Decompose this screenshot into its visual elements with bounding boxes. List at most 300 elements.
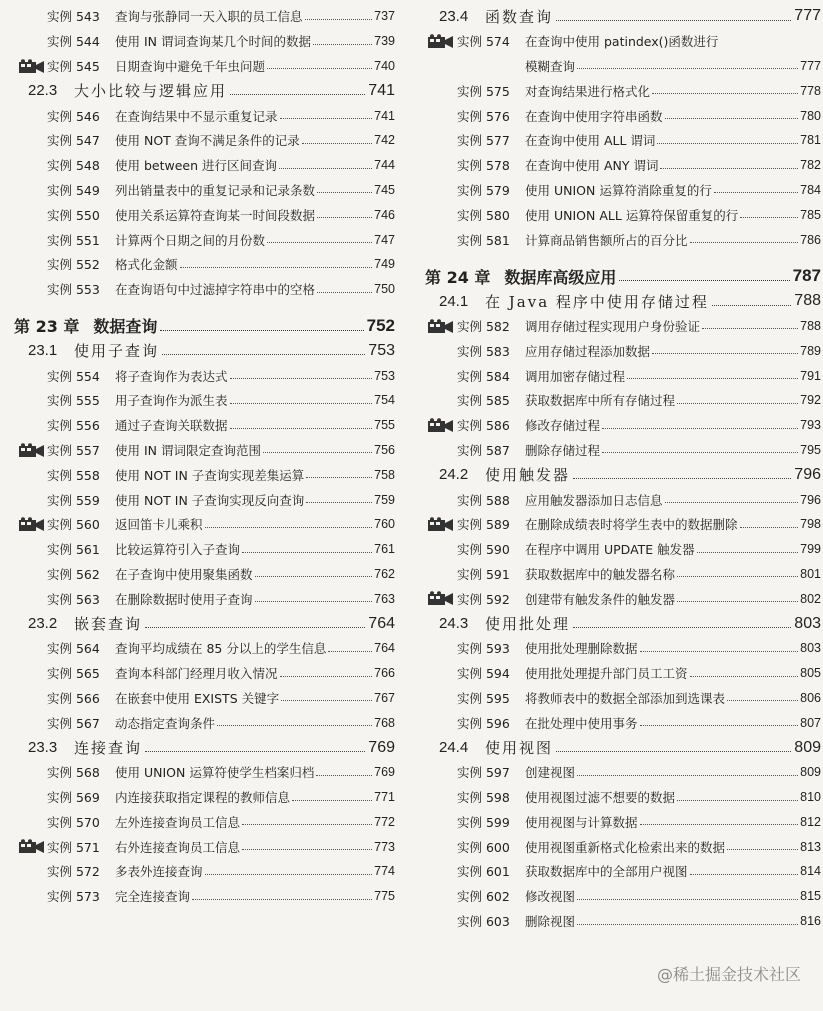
page-number: 773 bbox=[374, 839, 395, 854]
section-title: 使用视图 bbox=[485, 739, 554, 757]
dot-leader bbox=[292, 800, 372, 801]
toc-entry[interactable] bbox=[421, 363, 821, 388]
toc-entry[interactable] bbox=[0, 537, 395, 562]
page-number: 788 bbox=[800, 318, 821, 333]
toc-right-column bbox=[421, 4, 821, 933]
video-camera-icon bbox=[18, 59, 46, 74]
toc-entry[interactable] bbox=[421, 661, 821, 686]
dot-leader bbox=[263, 452, 372, 453]
toc-entry[interactable] bbox=[421, 178, 821, 203]
chapter-number: 第 24 章 bbox=[425, 267, 491, 287]
dot-leader bbox=[281, 700, 372, 701]
dot-leader bbox=[145, 751, 365, 752]
toc-entry[interactable] bbox=[0, 785, 395, 810]
page-number: 789 bbox=[800, 343, 821, 358]
entry-title: 使用 NOT 查询不满足条件的记录 bbox=[115, 133, 300, 149]
toc-entry[interactable] bbox=[0, 363, 395, 388]
section-number: 23.4 bbox=[439, 7, 469, 25]
chapter-title: 数据库高级应用 bbox=[504, 267, 617, 287]
dot-leader bbox=[556, 751, 791, 752]
dot-leader bbox=[640, 824, 799, 825]
entry-label: 实例 558 bbox=[47, 467, 100, 483]
entry-title: 应用存储过程添加数据 bbox=[525, 343, 651, 359]
dot-leader bbox=[677, 601, 798, 602]
toc-entry[interactable] bbox=[0, 103, 395, 128]
toc-entry[interactable] bbox=[421, 810, 821, 835]
dot-leader bbox=[690, 874, 799, 875]
section-title: 嵌套查询 bbox=[74, 615, 143, 634]
entry-title: 模糊查询 bbox=[525, 58, 576, 74]
entry-title: 计算商品销售额所占的百分比 bbox=[525, 232, 688, 248]
entry-title: 使用 NOT IN 子查询实现反向查询 bbox=[115, 492, 305, 508]
page-number: 803 bbox=[800, 641, 821, 656]
dot-leader bbox=[690, 242, 799, 243]
entry-title: 内连接获取指定课程的教师信息 bbox=[115, 790, 291, 806]
page-number: 795 bbox=[800, 442, 821, 457]
page-number: 796 bbox=[794, 465, 821, 483]
page-number: 758 bbox=[374, 467, 395, 482]
section-title: 使用批处理 bbox=[485, 615, 571, 634]
entry-title: 右外连接查询员工信息 bbox=[115, 839, 241, 855]
entry-title: 动态指定查询条件 bbox=[115, 715, 216, 731]
page-number: 741 bbox=[374, 108, 395, 123]
section-number: 24.3 bbox=[439, 615, 469, 633]
toc-entry[interactable] bbox=[0, 760, 395, 785]
entry-label: 实例 598 bbox=[457, 790, 510, 806]
entry-label: 实例 584 bbox=[457, 368, 510, 384]
page-number: 796 bbox=[800, 492, 821, 507]
section-title: 使用触发器 bbox=[485, 466, 571, 485]
toc-entry[interactable] bbox=[0, 834, 395, 859]
dot-leader bbox=[640, 725, 799, 726]
entry-title: 将子查询作为表达式 bbox=[115, 368, 228, 384]
entry-title: 使用批处理提升部门员工工资 bbox=[525, 666, 688, 682]
page-number: 786 bbox=[800, 232, 821, 247]
entry-label: 实例 553 bbox=[47, 282, 100, 298]
page-number: 775 bbox=[374, 889, 395, 904]
section-heading[interactable] bbox=[0, 338, 395, 363]
toc-entry[interactable] bbox=[0, 810, 395, 835]
dot-leader bbox=[230, 94, 365, 95]
dot-leader bbox=[230, 428, 373, 429]
entry-label: 实例 566 bbox=[47, 690, 100, 706]
page-number: 799 bbox=[800, 542, 821, 557]
section-number: 24.4 bbox=[439, 739, 469, 756]
dot-leader bbox=[180, 267, 373, 268]
toc-entry[interactable] bbox=[0, 277, 395, 302]
entry-title: 调用存储过程实现用户身份验证 bbox=[525, 318, 701, 334]
entry-title: 使用 UNION 运算符使学生档案归档 bbox=[115, 765, 315, 781]
dot-leader bbox=[328, 651, 372, 652]
entry-title: 在子查询中使用聚集函数 bbox=[115, 566, 253, 582]
section-heading[interactable] bbox=[0, 735, 395, 760]
toc-entry[interactable] bbox=[0, 710, 395, 735]
entry-label: 实例 549 bbox=[47, 182, 100, 198]
entry-title: 在查询语句中过滤掉字符串中的空格 bbox=[115, 282, 316, 298]
dot-leader bbox=[255, 576, 373, 577]
entry-title: 在程序中调用 UPDATE 触发器 bbox=[525, 542, 695, 558]
dot-leader bbox=[627, 378, 798, 379]
entry-title: 获取数据库中所有存储过程 bbox=[525, 393, 676, 409]
page-number: 815 bbox=[800, 889, 821, 904]
entry-title: 用子查询作为派生表 bbox=[115, 393, 228, 409]
dot-leader bbox=[230, 403, 373, 404]
entry-label: 实例 554 bbox=[47, 368, 100, 384]
chapter-heading[interactable] bbox=[421, 264, 821, 289]
dot-leader bbox=[697, 552, 798, 553]
page-number: 803 bbox=[794, 614, 821, 632]
dot-leader bbox=[602, 428, 798, 429]
toc-entry[interactable] bbox=[0, 487, 395, 512]
page-number: 792 bbox=[800, 393, 821, 408]
entry-label: 实例 594 bbox=[457, 666, 510, 682]
dot-leader bbox=[280, 676, 373, 677]
section-gap bbox=[421, 252, 821, 264]
section-number: 23.1 bbox=[28, 342, 58, 360]
section-number: 22.3 bbox=[28, 82, 58, 100]
entry-title: 删除存储过程 bbox=[525, 442, 601, 458]
video-camera-icon bbox=[427, 34, 455, 49]
dot-leader bbox=[302, 143, 372, 144]
toc-entry[interactable] bbox=[0, 252, 395, 277]
entry-title: 通过子查询关联数据 bbox=[115, 418, 228, 434]
toc-entry[interactable] bbox=[421, 153, 821, 178]
toc-entry[interactable] bbox=[421, 78, 821, 103]
page-number: 754 bbox=[374, 393, 395, 408]
video-camera-icon bbox=[427, 591, 455, 606]
dot-leader bbox=[230, 378, 373, 379]
entry-title: 使用 IN 谓词查询某几个时间的数据 bbox=[115, 34, 311, 50]
dot-leader bbox=[267, 242, 372, 243]
video-camera-icon bbox=[18, 443, 46, 458]
dot-leader bbox=[556, 20, 791, 21]
toc-entry[interactable] bbox=[421, 537, 821, 562]
toc-entry[interactable] bbox=[421, 686, 821, 711]
entry-title: 创建带有触发条件的触发器 bbox=[525, 591, 676, 607]
page-number: 809 bbox=[794, 738, 821, 756]
page-number: 767 bbox=[374, 690, 395, 705]
toc-entry[interactable] bbox=[0, 227, 395, 252]
section-number: 23.3 bbox=[28, 739, 58, 756]
page-number: 755 bbox=[374, 418, 395, 433]
entry-label: 实例 596 bbox=[457, 715, 510, 731]
entry-title: 使用 between 进行区间查询 bbox=[115, 158, 277, 174]
entry-label: 实例 555 bbox=[47, 393, 100, 409]
toc-entry[interactable] bbox=[421, 834, 821, 859]
entry-label: 实例 568 bbox=[47, 765, 100, 781]
page-number: 777 bbox=[800, 58, 821, 73]
entry-label: 实例 601 bbox=[457, 864, 510, 880]
entry-label: 实例 582 bbox=[457, 318, 510, 334]
dot-leader bbox=[280, 118, 373, 119]
page-number: 788 bbox=[794, 292, 821, 310]
entry-title: 对查询结果进行格式化 bbox=[525, 83, 651, 99]
toc-entry[interactable] bbox=[0, 562, 395, 587]
dot-leader bbox=[306, 502, 372, 503]
entry-title: 格式化金额 bbox=[115, 257, 178, 273]
entry-label: 实例 591 bbox=[457, 566, 510, 582]
entry-label: 实例 595 bbox=[457, 690, 510, 706]
entry-title: 在删除成绩表时将学生表中的数据删除 bbox=[525, 517, 738, 533]
entry-title: 使用 IN 谓词限定查询范围 bbox=[115, 442, 261, 458]
entry-title: 应用触发器添加日志信息 bbox=[525, 492, 663, 508]
toc-entry[interactable] bbox=[0, 54, 395, 79]
entry-label: 实例 577 bbox=[457, 133, 510, 149]
page-number: 777 bbox=[794, 7, 821, 25]
dot-leader bbox=[305, 19, 373, 20]
toc-entry[interactable] bbox=[0, 413, 395, 438]
toc-entry[interactable] bbox=[0, 884, 395, 909]
toc-entry[interactable] bbox=[421, 884, 821, 909]
toc-entry[interactable] bbox=[421, 586, 821, 611]
section-title: 连接查询 bbox=[74, 739, 143, 757]
dot-leader bbox=[205, 527, 373, 528]
dot-leader bbox=[162, 354, 365, 355]
toc-entry[interactable] bbox=[0, 462, 395, 487]
section-title: 在 Java 程序中使用存储过程 bbox=[485, 292, 709, 311]
toc-entry[interactable] bbox=[0, 438, 395, 463]
section-gap bbox=[0, 302, 395, 314]
entry-title: 返回笛卡儿乘积 bbox=[115, 517, 203, 533]
toc-entry[interactable] bbox=[421, 314, 821, 339]
entry-title: 查询与张静同一天入职的员工信息 bbox=[115, 9, 303, 25]
entry-label: 实例 583 bbox=[457, 343, 510, 359]
page-number: 741 bbox=[368, 81, 395, 99]
video-camera-icon bbox=[18, 839, 46, 854]
toc-entry[interactable] bbox=[421, 103, 821, 128]
section-number: 23.2 bbox=[28, 615, 58, 633]
toc-entry[interactable] bbox=[421, 785, 821, 810]
entry-label: 实例 580 bbox=[457, 207, 510, 223]
dot-leader bbox=[665, 502, 799, 503]
page-number: 782 bbox=[800, 158, 821, 173]
video-camera-icon bbox=[427, 319, 455, 334]
toc-entry[interactable] bbox=[421, 909, 821, 934]
page-number: 814 bbox=[800, 864, 821, 879]
entry-title: 在查询中使用 ANY 谓词 bbox=[525, 158, 659, 174]
entry-label: 实例 593 bbox=[457, 641, 510, 657]
entry-label: 实例 570 bbox=[47, 814, 100, 830]
page-number: 769 bbox=[374, 765, 395, 780]
entry-title: 使用批处理删除数据 bbox=[525, 641, 638, 657]
page-number: 762 bbox=[374, 566, 395, 581]
watermark: @稀土掘金技术社区 bbox=[656, 965, 801, 984]
page-number: 772 bbox=[374, 814, 395, 829]
dot-leader bbox=[160, 330, 363, 331]
toc-entry[interactable] bbox=[421, 413, 821, 438]
entry-label: 实例 547 bbox=[47, 133, 100, 149]
dot-leader bbox=[619, 280, 789, 281]
entry-label: 实例 572 bbox=[47, 864, 100, 880]
toc-entry[interactable] bbox=[0, 859, 395, 884]
page-number: 737 bbox=[374, 9, 395, 24]
entry-title: 将教师表中的数据全部添加到选课表 bbox=[525, 690, 726, 706]
toc-entry[interactable] bbox=[421, 29, 821, 54]
page-number: 746 bbox=[374, 207, 395, 222]
dot-leader bbox=[690, 676, 799, 677]
entry-label: 实例 571 bbox=[47, 839, 100, 855]
dot-leader bbox=[657, 143, 798, 144]
chapter-number: 第 23 章 bbox=[14, 317, 80, 337]
dot-leader bbox=[714, 192, 798, 193]
section-heading[interactable] bbox=[421, 4, 821, 29]
page-number: 816 bbox=[800, 914, 821, 929]
entry-title: 使用视图与计算数据 bbox=[525, 814, 638, 830]
toc-entry[interactable] bbox=[0, 202, 395, 227]
page-number: 785 bbox=[800, 207, 821, 222]
toc-entry[interactable] bbox=[421, 636, 821, 661]
toc-entry[interactable] bbox=[421, 562, 821, 587]
section-heading[interactable] bbox=[421, 611, 821, 636]
entry-title: 计算两个日期之间的月份数 bbox=[115, 232, 266, 248]
dot-leader bbox=[712, 305, 791, 306]
entry-label: 实例 569 bbox=[47, 790, 100, 806]
page-number: 812 bbox=[800, 814, 821, 829]
entry-title: 删除视图 bbox=[525, 914, 576, 930]
page-number: 753 bbox=[368, 341, 395, 359]
dot-leader bbox=[577, 924, 798, 925]
page-number: 801 bbox=[800, 566, 821, 581]
page-number: 781 bbox=[800, 133, 821, 148]
page-number: 769 bbox=[368, 738, 395, 756]
entry-label: 实例 545 bbox=[47, 58, 100, 74]
toc-entry[interactable] bbox=[0, 661, 395, 686]
section-title: 使用子查询 bbox=[74, 342, 160, 361]
page-number: 768 bbox=[374, 715, 395, 730]
section-heading[interactable] bbox=[0, 611, 395, 636]
dot-leader bbox=[665, 118, 799, 119]
dot-leader bbox=[316, 775, 372, 776]
toc-entry[interactable] bbox=[421, 859, 821, 884]
dot-leader bbox=[242, 849, 372, 850]
toc-entry[interactable] bbox=[421, 438, 821, 463]
toc-entry[interactable] bbox=[0, 153, 395, 178]
page-number: 764 bbox=[374, 641, 395, 656]
page-number: 763 bbox=[374, 591, 395, 606]
section-heading[interactable] bbox=[0, 78, 395, 103]
page-number: 764 bbox=[368, 614, 395, 632]
toc-entry[interactable] bbox=[0, 586, 395, 611]
page-number: 791 bbox=[800, 368, 821, 383]
toc-entry[interactable] bbox=[421, 54, 821, 79]
entry-title: 修改存储过程 bbox=[525, 418, 601, 434]
video-camera-icon bbox=[427, 517, 455, 532]
entry-title: 左外连接查询员工信息 bbox=[115, 814, 241, 830]
toc-entry[interactable] bbox=[0, 128, 395, 153]
toc-entry[interactable] bbox=[0, 512, 395, 537]
entry-title: 使用 NOT IN 子查询实现差集运算 bbox=[115, 467, 305, 483]
page-number: 802 bbox=[800, 591, 821, 606]
toc-entry[interactable] bbox=[0, 29, 395, 54]
toc-entry[interactable] bbox=[421, 760, 821, 785]
entry-title: 在查询中使用字符串函数 bbox=[525, 108, 663, 124]
entry-label: 实例 579 bbox=[457, 182, 510, 198]
entry-title: 获取数据库中的触发器名称 bbox=[525, 566, 676, 582]
page-number: 739 bbox=[374, 34, 395, 49]
toc-entry[interactable] bbox=[421, 128, 821, 153]
toc-entry[interactable] bbox=[0, 686, 395, 711]
section-heading[interactable] bbox=[421, 735, 821, 760]
dot-leader bbox=[145, 627, 365, 628]
toc-entry[interactable] bbox=[0, 178, 395, 203]
dot-leader bbox=[306, 477, 372, 478]
toc-entry[interactable] bbox=[421, 710, 821, 735]
dot-leader bbox=[702, 328, 798, 329]
page-number: 740 bbox=[374, 58, 395, 73]
dot-leader bbox=[652, 93, 798, 94]
toc-left-column bbox=[0, 4, 395, 909]
page-number: 756 bbox=[374, 442, 395, 457]
toc-entry[interactable] bbox=[421, 338, 821, 363]
page-number: 753 bbox=[374, 368, 395, 383]
page-number: 793 bbox=[800, 418, 821, 433]
toc-entry[interactable] bbox=[421, 487, 821, 512]
video-camera-icon bbox=[18, 517, 46, 532]
entry-title: 多表外连接查询 bbox=[115, 864, 203, 880]
entry-title: 使用视图过滤不想要的数据 bbox=[525, 790, 676, 806]
entry-label: 实例 587 bbox=[457, 442, 510, 458]
dot-leader bbox=[242, 824, 372, 825]
toc-entry[interactable] bbox=[0, 636, 395, 661]
entry-title: 比较运算符引入子查询 bbox=[115, 542, 241, 558]
entry-label: 实例 590 bbox=[457, 542, 510, 558]
toc-entry[interactable] bbox=[421, 202, 821, 227]
page-number: 744 bbox=[374, 158, 395, 173]
toc-entry[interactable] bbox=[0, 4, 395, 29]
dot-leader bbox=[205, 874, 373, 875]
page-number: 807 bbox=[800, 715, 821, 730]
entry-title: 使用视图重新格式化检索出来的数据 bbox=[525, 839, 726, 855]
entry-label: 实例 552 bbox=[47, 257, 100, 273]
page-number: 766 bbox=[374, 666, 395, 681]
entry-label: 实例 560 bbox=[47, 517, 100, 533]
page-number: 778 bbox=[800, 83, 821, 98]
dot-leader bbox=[577, 899, 798, 900]
page-number: 752 bbox=[366, 315, 395, 335]
entry-label: 实例 573 bbox=[47, 889, 100, 905]
chapter-heading[interactable] bbox=[0, 314, 395, 339]
page-number: 761 bbox=[374, 542, 395, 557]
entry-label: 实例 567 bbox=[47, 715, 100, 731]
section-heading[interactable] bbox=[421, 462, 821, 487]
entry-label: 实例 599 bbox=[457, 814, 510, 830]
section-number: 24.1 bbox=[439, 292, 469, 310]
page-number: 780 bbox=[800, 108, 821, 123]
entry-label: 实例 548 bbox=[47, 158, 100, 174]
page-number: 747 bbox=[374, 232, 395, 247]
toc-entry[interactable] bbox=[421, 388, 821, 413]
toc-entry[interactable] bbox=[421, 512, 821, 537]
dot-leader bbox=[740, 217, 798, 218]
page-number: 806 bbox=[800, 690, 821, 705]
entry-label: 实例 559 bbox=[47, 492, 100, 508]
section-number: 24.2 bbox=[439, 466, 469, 484]
entry-label: 实例 564 bbox=[47, 641, 100, 657]
page-number: 787 bbox=[792, 266, 821, 286]
page-number: 813 bbox=[800, 839, 821, 854]
entry-label: 实例 589 bbox=[457, 517, 510, 533]
entry-title: 创建视图 bbox=[525, 765, 576, 781]
section-heading[interactable] bbox=[421, 289, 821, 314]
page-number: 784 bbox=[800, 182, 821, 197]
dot-leader bbox=[242, 552, 372, 553]
toc-entry[interactable] bbox=[421, 227, 821, 252]
entry-label: 实例 600 bbox=[457, 839, 510, 855]
page-number: 750 bbox=[374, 282, 395, 297]
toc-entry[interactable] bbox=[0, 388, 395, 413]
dot-leader bbox=[217, 725, 372, 726]
dot-leader bbox=[267, 68, 372, 69]
